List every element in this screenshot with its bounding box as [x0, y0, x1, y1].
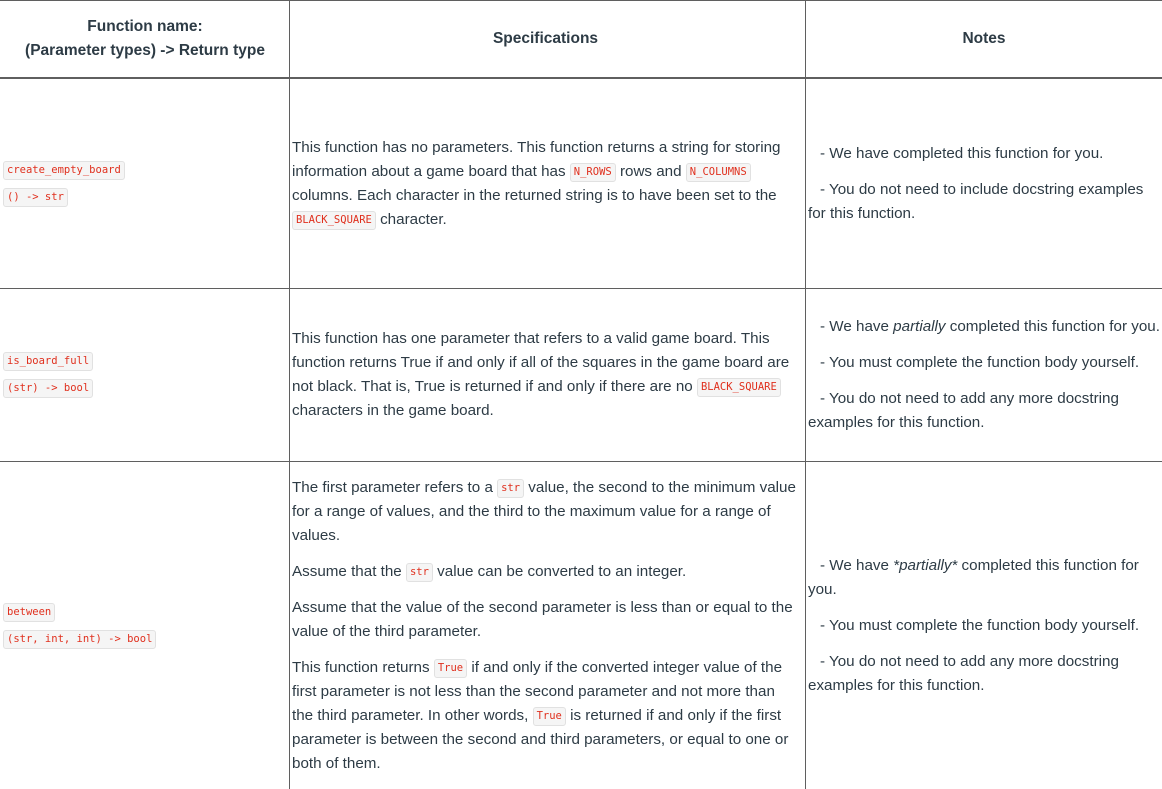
note-text: - You must complete the function body yourself. [820, 616, 1140, 634]
header-function-name-line2: (Parameter types) -> Return type [25, 42, 265, 59]
note-item [808, 315, 1160, 339]
function-name: is_board_full [3, 352, 93, 371]
spec-text: This function returns [292, 658, 434, 676]
spec-text: Assume that the [292, 562, 406, 580]
spec-paragraph [292, 476, 799, 548]
spec-text: value, the second to the minimum value for a range of values, and the third to the maximum value for a range of values. [292, 478, 796, 544]
note-item [808, 387, 1160, 435]
code-n-rows: N_ROWS [570, 163, 616, 182]
code-black-square: BLACK_SQUARE [697, 378, 781, 397]
note-item [808, 554, 1160, 602]
header-notes [806, 1, 1162, 77]
note-text: - You must complete the function body yourself. [820, 354, 1140, 371]
spec-paragraph [292, 560, 799, 584]
spec-paragraph [292, 596, 799, 644]
header-specifications-label: Specifications [492, 30, 599, 47]
function-signature: () -> str [3, 188, 68, 207]
code-n-columns: N_COLUMNS [686, 163, 751, 182]
header-notes-label: Notes [962, 30, 1006, 47]
note-item [808, 178, 1160, 226]
note-emphasis: partially [893, 318, 946, 335]
header-function-name [1, 1, 289, 77]
spec-text: Assume that the value of the second parameter is less than or equal to the value of the third parameter. [292, 598, 793, 640]
function-signature: (str, int, int) -> bool [3, 630, 156, 649]
code-true: True [434, 659, 467, 678]
specification-cell [290, 462, 805, 789]
notes-cell [806, 462, 1162, 789]
spec-text: The first parameter refers to a [292, 478, 498, 496]
spec-text: columns. Each character in the returned string is to have been set to the [292, 186, 777, 204]
spec-text: characters in the game board. [292, 402, 494, 419]
note-text: - We have [820, 556, 894, 574]
notes-cell [806, 289, 1162, 461]
function-cell [1, 79, 289, 288]
notes-cell [806, 79, 1162, 288]
note-text: completed this function for you. [808, 556, 1139, 598]
table-row [0, 78, 1162, 288]
header-specifications [290, 1, 805, 77]
table-header-row [0, 0, 1162, 78]
note-text: - We have [820, 318, 894, 335]
function-name: create_empty_board [3, 161, 125, 180]
spec-text: character. [375, 210, 447, 228]
spec-paragraph [292, 327, 799, 423]
function-name: between [3, 603, 55, 622]
note-item [808, 614, 1160, 638]
function-signature: (str) -> bool [3, 379, 93, 398]
code-true: True [533, 707, 566, 726]
header-function-name-line1: Function name: [87, 18, 203, 35]
note-text: - You do not need to add any more docstring examples for this function. [808, 652, 1119, 694]
spec-paragraph [292, 136, 799, 232]
code-str: str [406, 563, 433, 582]
table-row [0, 288, 1162, 461]
code-black-square: BLACK_SQUARE [292, 211, 376, 230]
spec-text: rows and [615, 162, 686, 180]
note-text: - You do not need to add any more docstring examples for this function. [808, 390, 1119, 431]
spec-text: This function has one parameter that refers to a valid game board. This function returns True if and only if all of the squares in the game board are not black. That is, True is returned if and only if there are no [292, 330, 790, 395]
table-row [0, 461, 1162, 789]
note-text: - We have completed this function for you. [820, 144, 1104, 162]
spec-text: value can be converted to an integer. [432, 562, 687, 580]
code-str: str [497, 479, 524, 498]
spec-text: This function has no parameters. This function returns a string for storing information about a game board that has [292, 138, 781, 180]
note-item [808, 650, 1160, 698]
specification-cell [290, 79, 805, 288]
note-item [808, 351, 1160, 375]
spec-text: is returned if and only if the first parameter is between the second and third parameters, or equal to one or both of them. [292, 706, 789, 772]
spec-paragraph [292, 656, 799, 776]
function-cell [1, 462, 289, 789]
note-text: completed this function for you. [945, 318, 1160, 335]
note-item [808, 142, 1160, 166]
function-cell [1, 289, 289, 461]
specification-cell [290, 289, 805, 461]
note-emphasis: *partially* [893, 556, 958, 574]
spec-text: if and only if the converted integer value of the first parameter is not less than the second parameter and not more than the third parameter. In other words, [292, 658, 783, 724]
note-text: - You do not need to include docstring examples for this function. [808, 180, 1144, 222]
